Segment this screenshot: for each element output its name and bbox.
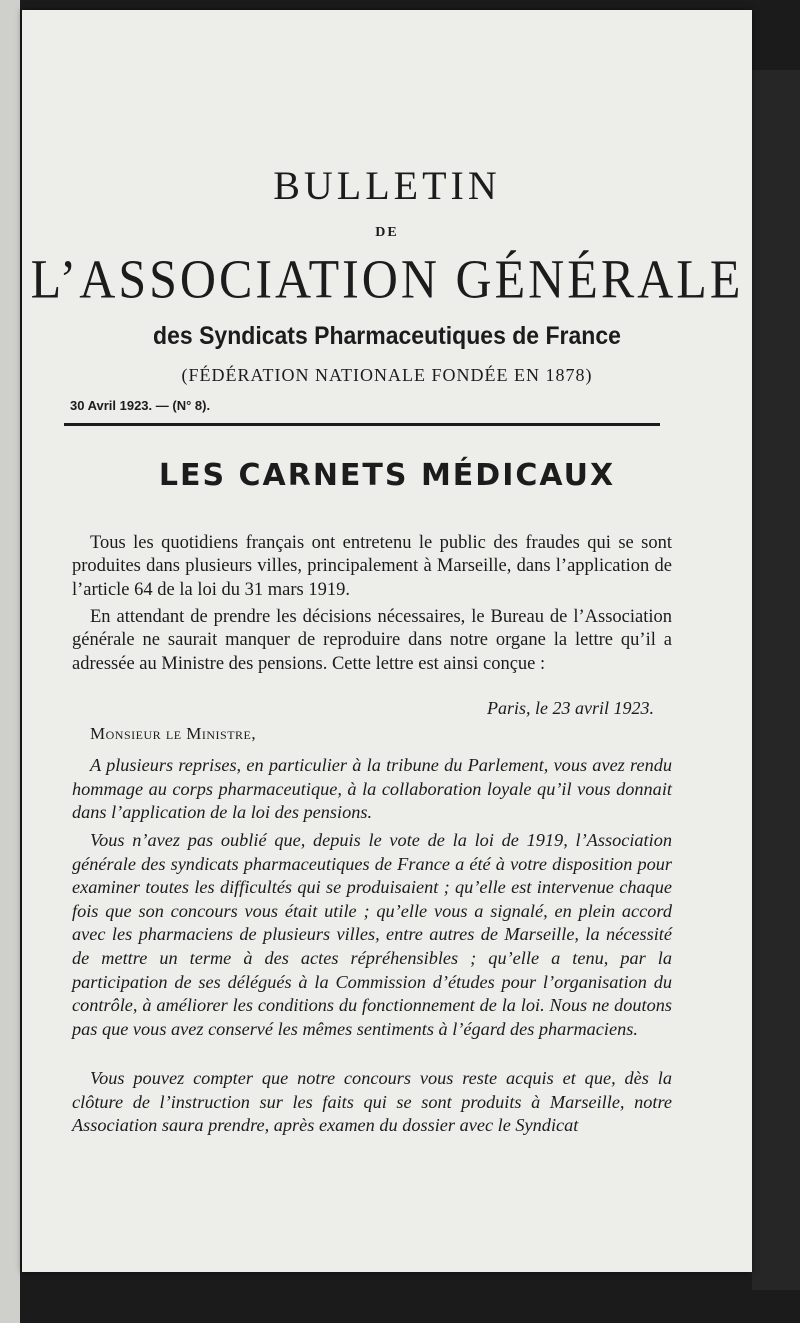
document-page	[22, 10, 752, 1272]
article-heading: LES CARNETS MÉDICAUX	[158, 458, 616, 493]
letter-dateline: Paris, le 23 avril 1923.	[487, 698, 654, 718]
scan-background	[752, 70, 800, 1290]
paragraph-1: Tous les quotidiens français ont entretenu le public des fraudes qui se sont produites dans plusieurs villes, principalement à Marseille, dans l’application de l’article 64 de la loi du 31 mars 1919.	[72, 533, 672, 600]
letter-salutation: Monsieur le Ministre,	[90, 724, 257, 743]
title-connector: DE	[375, 225, 399, 240]
letter-paragraph-2: Vous n’avez pas oublié que, depuis le vote de la loi de 1919, l’Association générale des syndicats pharmaceutiques de France a été à votre disposition pour examiner toutes les difficultés qui se produisaient ; qu’elle est intervenue chaque fois que son concours vous était utile ; qu’elle vous a signalé, en plein accord avec les pharmaciens de plusieurs villes, entre autres de Marseille, la nécessité de mettre un terme à des actes répréhensibles ; qu’elle a tenu, par la participation de ses délégués à la Commission d’études pour l’organisation du contrôle, à améliorer les conditions du fonctionnement de la loi. Nous ne doutons pas que vous avez conservé les mêmes sentiments à l’égard des pharmaciens.	[72, 830, 672, 1039]
syndicats-subtitle: des Syndicats Pharmaceutiques de France	[153, 322, 621, 350]
header-rule	[64, 423, 660, 426]
paragraph-2: En attendant de prendre les décisions nécessaires, le Bureau de l’Association générale ne saurait manquer de reproduire dans notre organe la lettre qu’il a adressée au Ministre des pensions. Cette lettre est ainsi conçue :	[72, 607, 672, 674]
association-title: L’ASSOCIATION GÉNÉRALE	[30, 248, 744, 310]
letter-paragraph-1: A plusieurs reprises, en particulier à la tribune du Parlement, vous avez rendu hommage au corps pharmaceutique, à la collaboration loyale qu’il vous donnait dans l’application de la loi des pensions.	[72, 755, 672, 823]
federation-note: (FÉDÉRATION NATIONALE FONDÉE EN 1878)	[181, 365, 593, 385]
previous-page-edge	[0, 0, 20, 1323]
bulletin-title: BULLETIN	[273, 163, 501, 208]
issue-date: 30 Avril 1923. — (N° 8).	[70, 398, 211, 413]
letter-paragraph-3: Vous pouvez compter que notre concours vous reste acquis et que, dès la clôture de l’instruction sur les faits qui se sont produits à Marseille, notre Association saura prendre, après examen du dossier avec le Syndicat	[72, 1068, 672, 1136]
